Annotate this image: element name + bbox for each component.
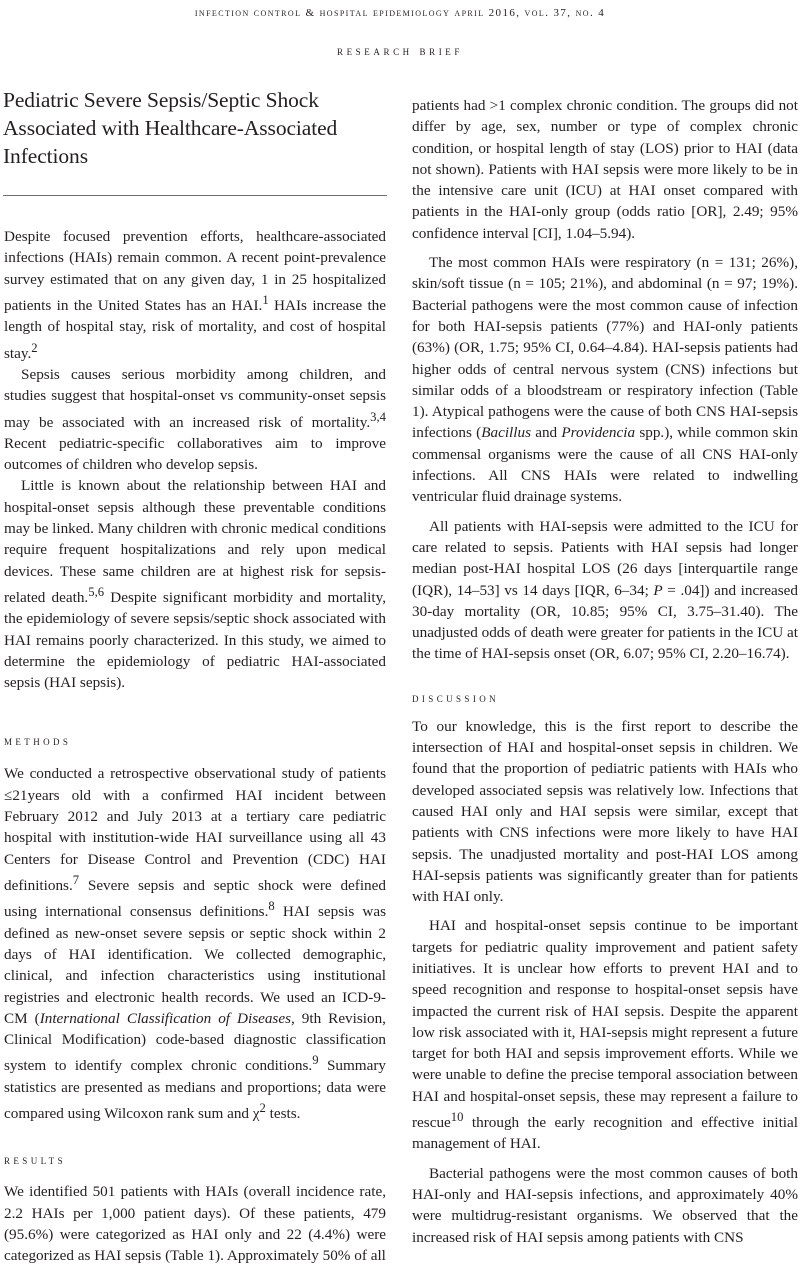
- results-paragraph-1: We identified 501 patients with HAIs (overall incidence rate, 2.2 HAIs per 1,000 patient days). Of these patients, 479 (95.6%) were categorized as HAI only and 22 (4.4%) were categorized as HAI sepsis (Table 1). Approximately 50% of all: [4, 1183, 386, 1265]
- results-paragraph-3: All patients with HAI-sepsis were admitted to the ICU for care related to sepsis. Patients with HAI sepsis had longer median post-HAI hospital LOS (26 days [interquartile range (IQR), 14–53] vs 14 days [IQR, 6–34; P = .04]) and increased 30-day mortality (OR, 10.85; 95% CI, 3.75–31.40). The unadjusted odds of death were greater for patients in the ICU at the time of HAI-sepsis onset (OR, 6.07; 95% CI, 2.20–16.74).: [412, 517, 799, 663]
- citation-7[interactable]: 7: [72, 872, 80, 887]
- methods-heading: methods: [4, 733, 72, 749]
- citation-2[interactable]: 2: [31, 340, 38, 355]
- citation-5-6[interactable]: 5,6: [88, 584, 105, 599]
- discussion-paragraph-1: To our knowledge, this is the first report to describe the intersection of HAI and hospital-onset sepsis in children. We found that the proportion of pediatric patients with HAIs who developed associated sepsis was relatively low. Infections that caused HAI only and HAI sepsis were similar, except that patients with CNS infections were more likely to have HAI sepsis. The unadjusted mortality and post-HAI LOS among HAI-sepsis patients was significantly greater than for patients with HAI only.: [412, 717, 798, 906]
- results-paragraph-2: The most common HAIs were respiratory (n = 131; 26%), skin/soft tissue (n = 105; 21%), and abdominal (n = 97; 19%). Bacterial pathogens were the most common cause of infection for both HAI-sepsis patients (77%) and HAI-only patients (63%) (OR, 1.75; 95% CI, 0.64–4.84). HAI-sepsis patients had higher odds of central nervous system (CNS) infections but similar odds of a bloodstream or respiratory infection (Table 1). Atypical pathogens were the cause of both CNS HAI-sepsis infections (Bacillus and Providencia spp.), while common skin commensal organisms were the cause of all CNS HAI-only infections. All CNS HAIs were related to indwelling ventricular fluid drainage systems.: [412, 254, 798, 506]
- citation-8[interactable]: 8: [268, 899, 275, 914]
- intro-paragraph-2: Sepsis causes serious morbidity among children, and studies suggest that hospital-onset vs community-onset sepsis may be associated with an increased risk of mortality.$^{3,4}$ Recent pediatric-specific collaboratives aim to improve outcomes of children who develop sepsis.: [4, 365, 386, 474]
- citation-10[interactable]: 10: [450, 1110, 464, 1125]
- results-paragraph-1-continued: patients had >1 complex chronic condition. The groups did not differ by age, sex, number or type of complex chronic condition, or hospital length of stay (LOS) prior to HAI (data not shown). Patients with HAI sepsis were more likely to be in the intensive care unit (ICU) at HAI onset compared with patients in the HAI-only group (odds ratio [OR], 2.49; 95% confidence interval [CI], 1.04–5.94).: [412, 97, 798, 242]
- intro-paragraph-1: Despite focused prevention efforts, healthcare-associated infections (HAIs) remain common. A recent point-prevalence survey estimated that on any given day, 1 in 25 hospitalized patients in the United States has an HAI.$^1$ HAIs increase the length of hospital stay, risk of mortality, and cost of hospital stay.$^2$: [4, 228, 387, 362]
- methods-paragraph: We conducted a retrospective observational study of patients ≤21years old with a confirmed HAI incident between February 2012 and July 2013 at a tertiary care pediatric hospital with institution-wide HAI surveillance using all 43 Centers for Disease Control and Prevention (CDC) HAI definitions.$^7$ Severe sepsis and septic shock were defined using international consensus definitions.$^8$ HAI sepsis was defined as new-onset severe sepsis or septic shock within 2 days of HAI identification. We collected demographic, clinical, and infection characteristics using institutional registries and electronic health records. We used an ICD-9-CM (International Classification of Diseases, 9th Revision, Clinical Modification) code-based diagnostic classification system to identify complex chronic conditions.$^9$ Summary statistics are presented as medians and proportions; data were compared using Wilcoxon rank sum and $\chi^2$ tests.: [4, 765, 386, 1123]
- article-title: Pediatric Severe Sepsis/Septic Shock Associated with Healthcare-Associated Infections: [3, 86, 387, 196]
- title-block: [3, 86, 387, 196]
- results-heading: results: [4, 1152, 66, 1168]
- article-type-label: research brief: [336, 44, 464, 58]
- citation-1[interactable]: 1: [262, 292, 269, 307]
- discussion-paragraph-3: Bacterial pathogens were the most common causes of both HAI-only and HAI-sepsis infections, and approximately 40% were multidrug-resistant organisms. We observed that the increased risk of HAI sepsis among patients with CNS: [412, 1164, 798, 1246]
- citation-9[interactable]: 9: [312, 1053, 319, 1068]
- discussion-paragraph-2: HAI and hospital-onset sepsis continue to be important targets for pediatric quality improvement and patient safety initiatives. It is unclear how efforts to prevent HAI and to speed recognition and response to hospital-onset sepsis have impacted the current risk of HAI sepsis. Despite the apparent low risk associated with it, HAI-sepsis might represent a future target for both HAI and sepsis improvement efforts. While we were unable to define the precise temporal association between HAI and hospital-onset sepsis, these may represent a failure to rescue$^{10}$ through the early recognition and effective initial management of HAI.: [412, 917, 798, 1153]
- citation-3-4[interactable]: 3,4: [370, 409, 386, 424]
- running-head: infection control & hospital epidemiology april 2016, vol. 37, no. 4: [194, 7, 606, 19]
- intro-paragraph-3: Little is known about the relationship between HAI and hospital-onset sepsis although these preventable conditions may be linked. Many children with chronic medical conditions require frequent hospitalizations and rely upon medical devices. These same children are at highest risk for sepsis-related death.$^{5,6}$ Despite significant morbidity and mortality, the epidemiology of severe sepsis/septic shock associated with HAI remains poorly characterized. In this study, we aimed to determine the epidemiology of pediatric HAI-associated sepsis (HAI sepsis).: [4, 477, 387, 692]
- discussion-heading: discussion: [412, 689, 500, 705]
- left-column: [0, 86, 386, 1267]
